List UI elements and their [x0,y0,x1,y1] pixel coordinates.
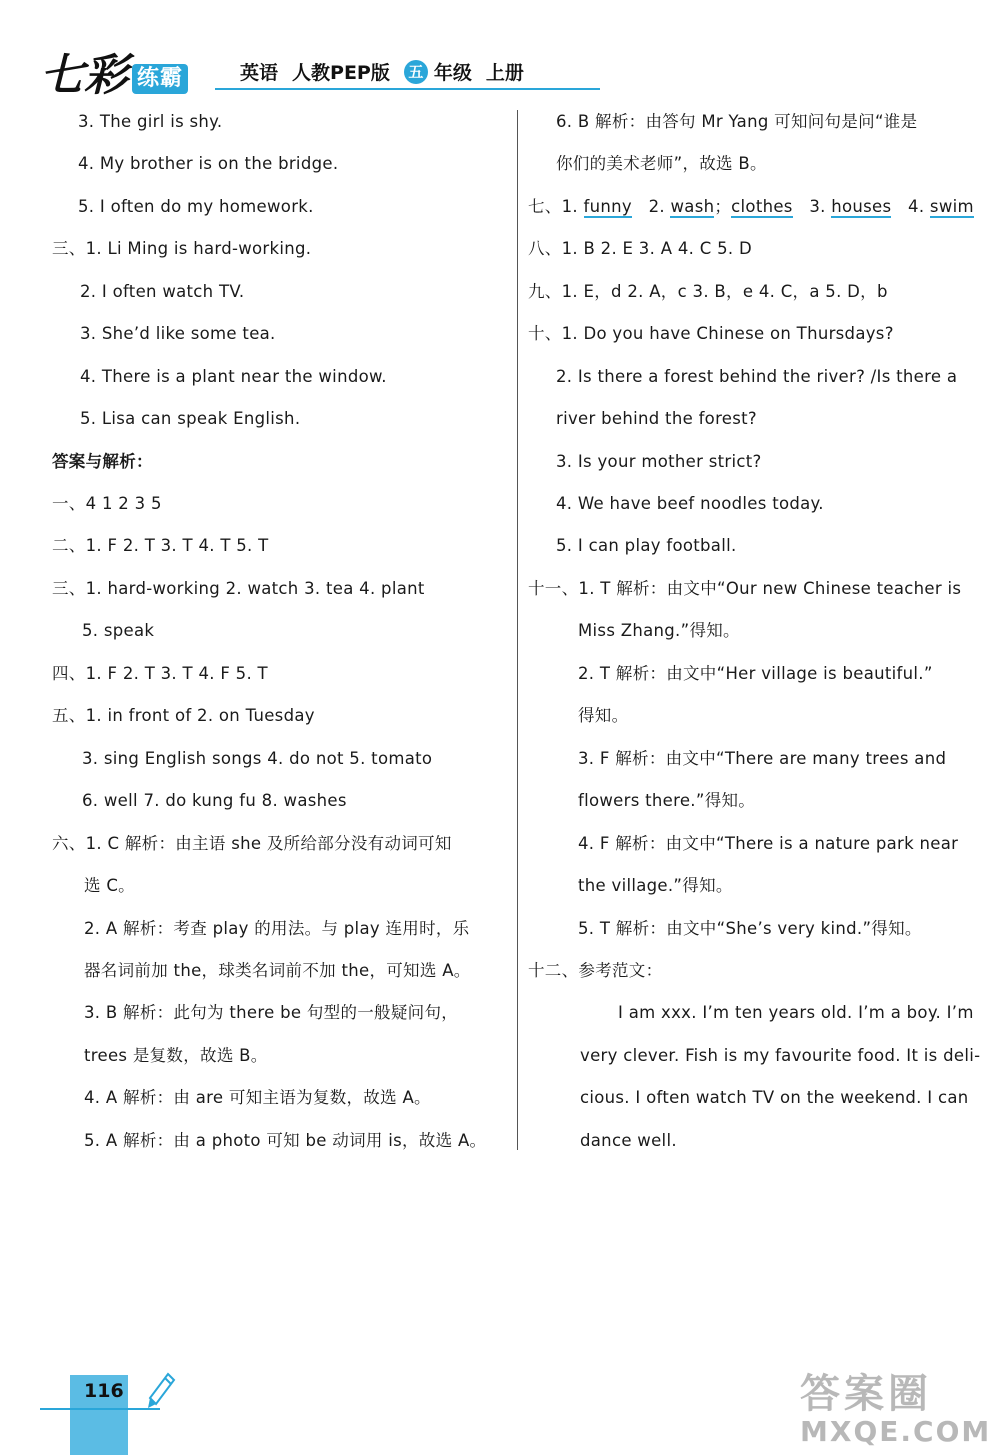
right-line-13: Miss Zhang.”得知。 [578,621,740,640]
right-line-1: 6. B 解析：由答句 Mr Yang 可知问句是问“谁是 [556,112,918,131]
page-header [40,44,580,102]
left-line-8: 5. Lisa can speak English. [80,409,301,428]
left-line-4: 三、1. Li Ming is hard-working. [52,239,312,258]
logo-main-text: 七彩 [40,50,128,101]
brand-logo [40,46,188,101]
right-line-7: 2. Is there a forest behind the river? /Is there a [556,367,958,386]
left-line-14: 四、1. F 2. T 3. T 4. F 5. T [52,664,268,683]
subject-label: 英语 [240,62,279,84]
pencil-icon [146,1372,176,1412]
answer-clothes: clothes [731,197,793,216]
right-line-11: 5. I can play football. [556,536,737,555]
right-line-15: 得知。 [578,706,629,725]
left-line-3: 5. I often do my homework. [78,197,314,216]
left-line-6: 3. She’d like some tea. [80,324,276,343]
right-line-10: 4. We have beef noodles today. [556,494,824,513]
left-line-16: 3. sing English songs 4. do not 5. tomato [82,749,433,768]
right-line-6: 十、1. Do you have Chinese on Thursdays? [528,324,894,343]
seven-prefix: 七、1. [528,197,578,216]
left-line-1: 3. The girl is shy. [78,112,223,131]
right-line-18: 4. F 解析：由文中“There is a nature park near [578,834,959,853]
left-line-13: 5. speak [82,621,155,640]
edition-label: 人教PEP版 [292,62,390,84]
left-line-20: 2. A 解析：考查 play 的用法。与 play 连用时，乐 [84,919,470,938]
right-line-5: 九、1. E，d 2. A，c 3. B，e 4. C，a 5. D，b [528,282,888,301]
right-line-17: flowers there.”得知。 [578,791,756,810]
right-line-16: 3. F 解析：由文中“There are many trees and [578,749,947,768]
right-line-19: the village.”得知。 [578,876,733,895]
watermark [800,1362,990,1450]
right-line-14: 2. T 解析：由文中“Her village is beautiful.” [578,664,933,683]
right-line-23: very clever. Fish is my favourite food. It is deli- [580,1046,981,1065]
right-line-21: 十二、参考范文： [528,961,663,980]
watermark-bottom-text: MXQE.COM [800,1415,992,1448]
left-line-10: 一、4 1 2 3 5 [52,494,162,513]
left-line-17: 6. well 7. do kung fu 8. washes [82,791,347,810]
grade-number-badge: 五 [404,60,428,84]
answer-wash: wash [670,197,715,216]
seven-num-2: 2. [648,197,665,216]
book-info [240,58,538,85]
left-line-18: 六、1. C 解析：由主语 she 及所给部分没有动词可知 [52,834,452,853]
left-line-12: 三、1. hard-working 2. watch 3. tea 4. plant [52,579,425,598]
answer-swim: swim [929,197,974,216]
answer-houses: houses [831,197,892,216]
page-number: 116 [84,1380,124,1402]
grade-label: 年级 [433,62,472,84]
answers-heading: 答案与解析： [52,452,153,471]
right-line-20: 5. T 解析：由文中“She’s very kind.”得知。 [578,919,922,938]
left-line-11: 二、1. F 2. T 3. T 4. T 5. T [52,536,269,555]
right-line-8: river behind the forest? [556,409,757,428]
right-line-22: I am xxx. I’m ten years old. I’m a boy. I’m [618,1003,974,1022]
column-divider [517,110,518,1150]
right-line-24: cious. I often watch TV on the weekend. I can [580,1088,969,1107]
left-line-23: trees 是复数，故选 B。 [84,1046,268,1065]
footer-rule [40,1408,160,1410]
logo-box-text: 练霸 [132,64,188,94]
right-line-9: 3. Is your mother strict? [556,452,762,471]
left-line-22: 3. B 解析：此句为 there be 句型的一般疑问句， [84,1003,459,1022]
right-line-25: dance well. [580,1131,677,1150]
section-seven-line [528,196,974,218]
left-line-21: 器名词前加 the，球类名词前不加 the，可知选 A。 [84,961,471,980]
right-line-2: 你们的美术老师”，故选 B。 [556,154,767,173]
left-line-24: 4. A 解析：由 are 可知主语为复数，故选 A。 [84,1088,431,1107]
left-line-25: 5. A 解析：由 a photo 可知 be 动词用 is，故选 A。 [84,1131,487,1150]
left-line-19: 选 C。 [84,876,135,895]
seven-num-4: 4. [908,197,925,216]
left-line-5: 2. I often watch TV. [80,282,245,301]
left-line-2: 4. My brother is on the bridge. [78,154,339,173]
answer-funny: funny [583,197,632,216]
header-rule [215,88,600,90]
right-line-12: 十一、1. T 解析：由文中“Our new Chinese teacher is [528,579,962,598]
left-line-15: 五、1. in front of 2. on Tuesday [52,706,315,725]
seven-num-3: 3. [809,197,826,216]
right-line-4: 八、1. B 2. E 3. A 4. C 5. D [528,239,752,258]
left-line-7: 4. There is a plant near the window. [80,367,387,386]
volume-label: 上册 [485,62,524,84]
seven-separator: ； [714,197,732,216]
watermark-top-text: 答案圈 [800,1371,932,1417]
